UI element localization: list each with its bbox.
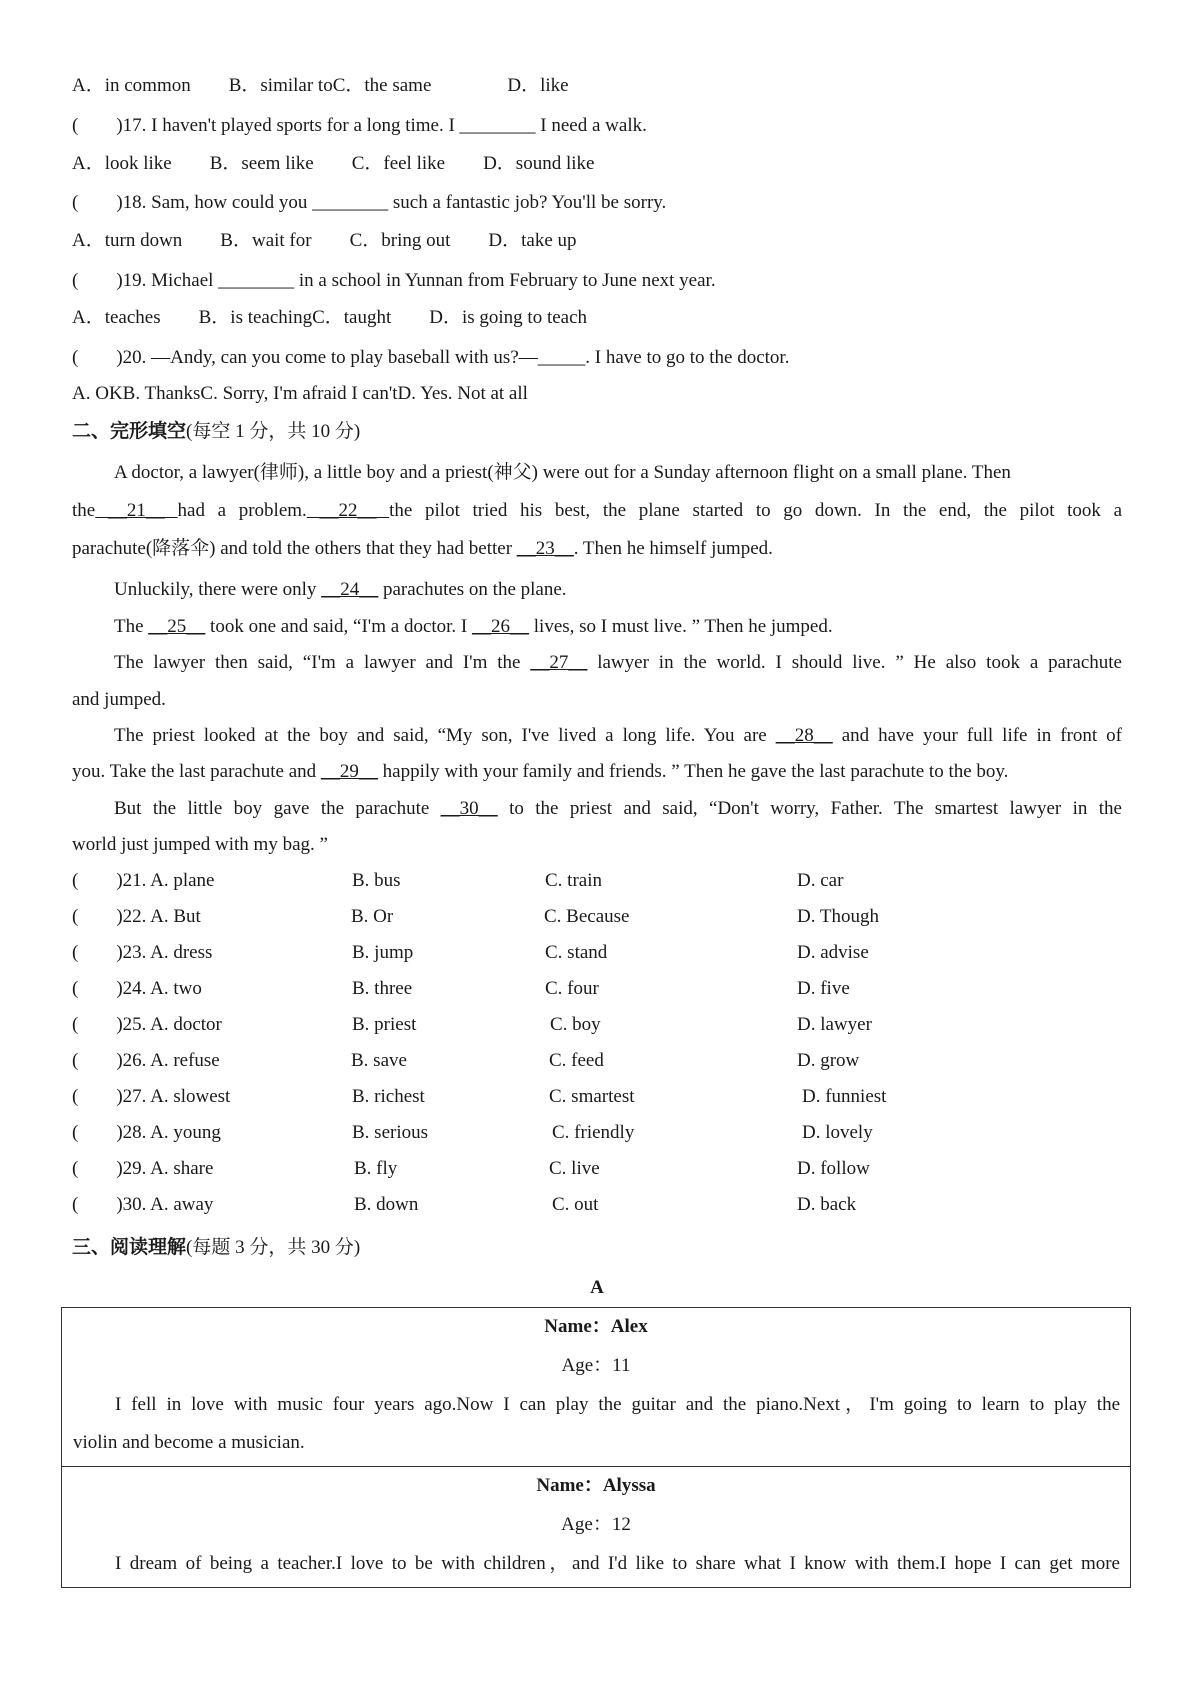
choice-b: B. save (351, 1050, 407, 1071)
section2-note: (每空 1 分，共 10 分) (186, 421, 361, 442)
choice-b: B. Or (351, 906, 394, 927)
question-choice-a: ( )25. A. doctor (72, 1014, 222, 1035)
choice-c: C. smartest (549, 1086, 635, 1107)
choice-b: B. richest (352, 1086, 425, 1107)
blank-24: __24__ (321, 579, 379, 600)
choice-d: D. follow (797, 1158, 870, 1179)
cloze-p6-line2: world just jumped with my bag. ” (72, 834, 328, 855)
blank-30: __30__ (440, 798, 498, 819)
profile-age: Age：12 (561, 1514, 631, 1535)
question-choice-a: ( )26. A. refuse (72, 1050, 220, 1071)
choice-d: D. advise (797, 942, 869, 963)
profile-name: Name：Alex (544, 1316, 648, 1337)
choice-b: B. three (352, 978, 413, 999)
q18-stem: ( )18. Sam, how could you ________ such a fantastic job? You'll be sorry. (72, 192, 667, 213)
cloze-p3: The __25__ took one and said, “I'm a doctor. I __26__ lives, so I must live. ” Then he jumped. (114, 616, 833, 637)
choice-b: B. fly (354, 1158, 398, 1179)
choice-d: D. car (797, 870, 844, 891)
q20-options: A. OKB. ThanksC. Sorry, I'm afraid I can'tD. Yes. Not at all (72, 383, 528, 404)
choice-c: C. four (545, 978, 599, 999)
section2-heading (72, 420, 360, 444)
choice-c: C. friendly (552, 1122, 635, 1143)
section3-heading (72, 1236, 360, 1260)
question-choice-a: ( )22. A. But (72, 906, 201, 927)
q19-stem: ( )19. Michael ________ in a school in Yunnan from February to June next year. (72, 270, 716, 291)
section2-title: 二、完形填空 (72, 421, 187, 442)
choice-d: D. funniest (802, 1086, 887, 1107)
question-choice-a: ( )24. A. two (72, 978, 202, 999)
blank-23: __23__ (516, 538, 574, 559)
blank-22: __22__ (306, 500, 390, 521)
choice-c: C. boy (550, 1014, 601, 1035)
blank-28: __28__ (775, 725, 833, 746)
profile-age: Age：11 (561, 1355, 631, 1376)
question-choice-a: ( )29. A. share (72, 1158, 214, 1179)
q19-options: A．teaches B．is teachingC．taught D．is going to teach (72, 307, 588, 328)
cloze-p1-line2: the __21__ had a problem. __22__ the pilot tried his best, the plane started to go down. In the end, the pilot took a (72, 500, 1123, 521)
profile-text: I dream of being a teacher.I love to be with children，and I'd like to share what I know with them.I hope I can get more (115, 1553, 1120, 1574)
profile-text-cont: violin and become a musician. (73, 1432, 305, 1453)
blank-26: __26__ (472, 616, 530, 637)
choice-c: C. train (545, 870, 602, 891)
choice-d: D. back (797, 1194, 857, 1215)
cloze-p5-line2: you. Take the last parachute and __29__ happily with your family and friends. ” Then he gave the last parachute to the boy. (72, 761, 1009, 782)
profile-table (61, 1307, 1131, 1588)
q16-options: A．in common B．similar toC．the same D．like (72, 75, 569, 96)
choice-c: C. out (552, 1194, 599, 1215)
cloze-p4-line2: and jumped. (72, 689, 166, 710)
question-choice-a: ( )28. A. young (72, 1122, 221, 1143)
cloze-p2: Unluckily, there were only __24__ parachutes on the plane. (114, 579, 567, 600)
choice-d: D. five (797, 978, 850, 999)
choice-b: B. serious (352, 1122, 428, 1143)
choice-c: C. stand (545, 942, 608, 963)
choice-b: B. down (354, 1194, 419, 1215)
q17-options: A．look like B．seem like C．feel like D．sound like (72, 153, 595, 174)
choice-c: C. feed (549, 1050, 604, 1071)
q20-stem: ( )20. —Andy, can you come to play baseball with us?—_____. I have to go to the doctor. (72, 347, 790, 368)
choice-c: C. live (549, 1158, 600, 1179)
cloze-p6-line1: But the little boy gave the parachute __30__ to the priest and said, “Don't worry, Father. The smartest lawyer in the (114, 798, 1122, 819)
blank-25: __25__ (148, 616, 206, 637)
blank-29: __29__ (320, 761, 378, 782)
profile-alex (62, 1308, 1130, 1467)
question-choice-a: ( )23. A. dress (72, 942, 213, 963)
cloze-p4-line1: The lawyer then said, “I'm a lawyer and I'm the __27__ lawyer in the world. I should live. ” He also took a parachute (114, 652, 1122, 673)
cloze-p1-line3: parachute(降落伞) and told the others that they had better __23__. Then he himself jumped. (72, 538, 773, 559)
choice-b: B. jump (352, 942, 414, 963)
choice-c: C. Because (544, 906, 630, 927)
passage-label: A (590, 1277, 604, 1298)
question-choice-a: ( )21. A. plane (72, 870, 215, 891)
q17-stem: ( )17. I haven't played sports for a long time. I ________ I need a walk. (72, 115, 647, 136)
q18-options: A．turn down B．wait for C．bring out D．take up (72, 230, 577, 251)
choice-d: D. Though (797, 906, 879, 927)
blank-27: __27__ (530, 652, 588, 673)
question-choice-a: ( )27. A. slowest (72, 1086, 231, 1107)
question-choice-a: ( )30. A. away (72, 1194, 214, 1215)
cloze-p5-line1: The priest looked at the boy and said, “My son, I've lived a long life. You are __28__ and have your full life in front of (114, 725, 1122, 746)
blank-21: __21__ (95, 500, 178, 521)
choice-d: D. grow (797, 1050, 860, 1071)
choice-b: B. bus (352, 870, 401, 891)
profile-text: I fell in love with music four years ago.Now I can play the guitar and the piano.Next，I'm going to learn to play the (115, 1394, 1120, 1415)
section3-title: 三、阅读理解 (72, 1237, 187, 1258)
choice-d: D. lawyer (797, 1014, 872, 1035)
profile-alyssa (62, 1467, 1130, 1587)
profile-name: Name：Alyssa (536, 1475, 656, 1496)
choice-d: D. lovely (802, 1122, 873, 1143)
cloze-p1-line1: A doctor, a lawyer(律师), a little boy and a priest(神父) were out for a Sunday afternoon flight on a small plane. Then (114, 462, 1011, 483)
choice-b: B. priest (352, 1014, 417, 1035)
section3-note: (每题 3 分，共 30 分) (186, 1237, 361, 1258)
